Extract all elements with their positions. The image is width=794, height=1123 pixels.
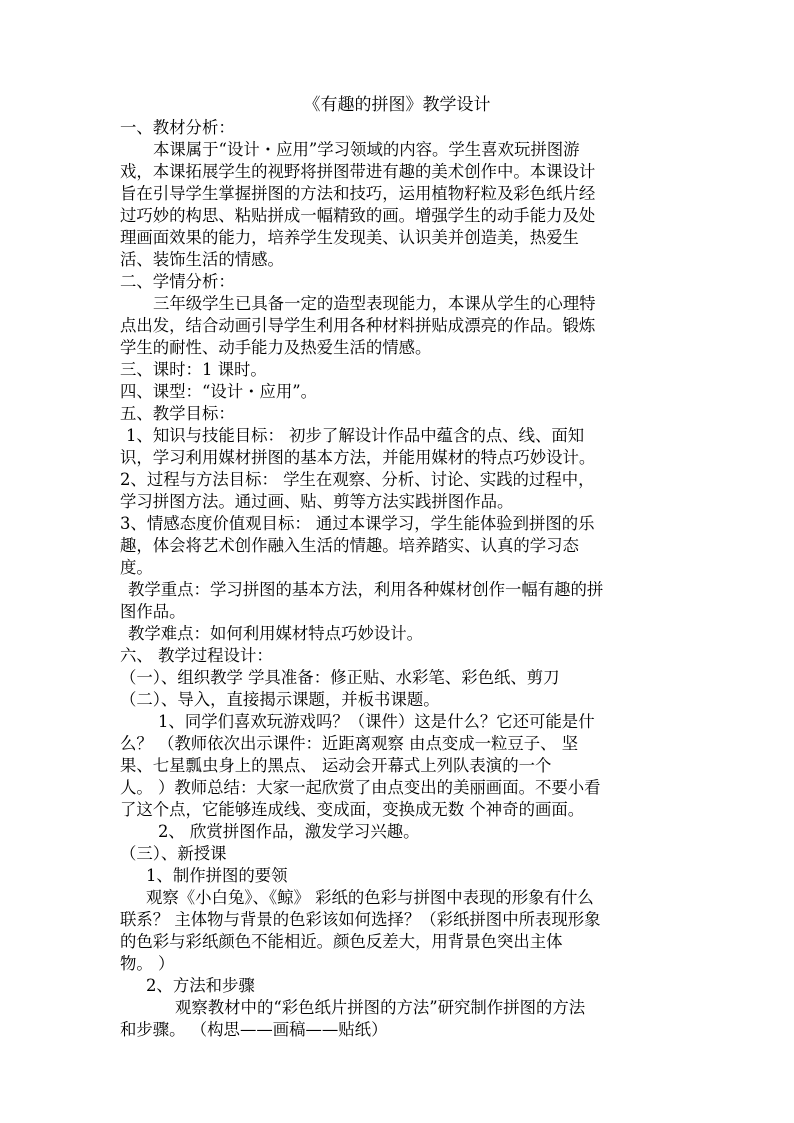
- paragraph-line: 图作品。: [120, 602, 186, 621]
- paragraph-line: 学生的耐性、动手能力及热爱生活的情感。: [120, 338, 432, 357]
- paragraph-line: 的色彩与彩纸颜色不能相近。颜色反差大，用背景色突出主体: [120, 932, 563, 951]
- paragraph-line: 学习拼图方法。通过画、贴、剪等方法实践拼图作品。: [120, 492, 514, 511]
- paragraph-line: 观察教材中的“彩色纸片拼图的方法”研究制作拼图的方法: [175, 998, 586, 1017]
- subheading-methods: 2、方法和步骤: [146, 976, 255, 995]
- paragraph-line: 过巧妙的构思、粘贴拼成一幅精致的画。增强学生的动手能力及处: [120, 206, 596, 225]
- paragraph-line: 1、同学们喜欢玩游戏吗？（课件）这是什么？它还可能是什: [158, 712, 595, 731]
- paragraph-line: 果、七星瓢虫身上的黑点、 运动会开幕式上列队表演的一个: [120, 756, 552, 775]
- heading-teaching-goals: 五、教学目标：: [120, 404, 235, 423]
- paragraph-line: 和步骤。 （构思——画稿——贴纸）: [120, 1020, 388, 1039]
- process-step-organize: （一）、组织教学 学具准备：修正贴、水彩笔、彩色纸、剪刀: [120, 668, 560, 687]
- heading-class-hours: 三、课时：1 课时。: [120, 360, 267, 379]
- paragraph-line: 识，学习利用媒材拼图的基本方法，并能用媒材的特点巧妙设计。: [120, 448, 596, 467]
- paragraph-line: 度。: [120, 558, 153, 577]
- paragraph-line: 旨在引导学生掌握拼图的方法和技巧，运用植物籽粒及彩色纸片经: [120, 184, 596, 203]
- teaching-key-point: 教学重点：学习拼图的基本方法，利用各种媒材创作一幅有趣的拼: [128, 580, 604, 599]
- paragraph-line: 活、装饰生活的情感。: [120, 250, 284, 269]
- heading-textbook-analysis: 一、教材分析：: [120, 118, 235, 137]
- subheading-essentials: 1、制作拼图的要领: [146, 866, 288, 885]
- paragraph-line: 理画面效果的能力，培养学生发现美、认识美并创造美，热爱生: [120, 228, 579, 247]
- paragraph-line: 么？ （教师依次出示课件：近距离观察 由点变成一粒豆子、 坚: [120, 734, 579, 753]
- paragraph-line: 了这个点，它能够连成线、变成面，变换成无数 个神奇的画面。: [120, 800, 585, 819]
- heading-teaching-process: 六、 教学过程设计：: [120, 646, 273, 665]
- paragraph-line: 点出发，结合动画引导学生利用各种材料拼贴成漂亮的作品。锻炼: [120, 316, 596, 335]
- goal-knowledge-line: 1、知识与技能目标： 初步了解设计作品中蕴含的点、线、面知: [126, 426, 585, 445]
- paragraph-line: 人。 ）教师总结：大家一起欣赏了由点变出的美丽画面。不要小看: [120, 778, 601, 797]
- paragraph-line: 三年级学生已具备一定的造型表现能力，本课从学生的心理特: [153, 294, 596, 313]
- paragraph-line: 观察《小白兔》、《鲸》 彩纸的色彩与拼图中表现的形象有什么: [146, 888, 594, 907]
- document-title: 《有趣的拼图》教学设计: [303, 95, 491, 115]
- paragraph-line: 2、 欣赏拼图作品，激发学习兴趣。: [158, 822, 420, 841]
- teaching-difficulty: 教学难点：如何利用媒材特点巧妙设计。: [128, 624, 424, 643]
- heading-class-type: 四、课型：“设计・应用”。: [120, 382, 318, 401]
- goal-process-line: 2、过程与方法目标： 学生在观察、分析、讨论、实践的过程中，: [120, 470, 595, 489]
- process-step-new-lesson: （三）、新授课: [120, 844, 227, 863]
- goal-attitude-line: 3、情感态度价值观目标： 通过本课学习，学生能体验到拼图的乐: [120, 514, 595, 533]
- heading-learner-analysis: 二、学情分析：: [120, 272, 235, 291]
- paragraph-line: 戏，本课拓展学生的视野将拼图带进有趣的美术创作中。本课设计: [120, 162, 596, 181]
- process-step-intro: （二）、导入，直接揭示课题，并板书课题。: [120, 690, 440, 709]
- paragraph-line: 联系？ 主体物与背景的色彩该如何选择？（彩纸拼图中所表现形象: [120, 910, 601, 929]
- paragraph-line: 物。 ）: [120, 954, 175, 973]
- paragraph-line: 趣，体会将艺术创作融入生活的情趣。培养踏实、认真的学习态: [120, 536, 579, 555]
- paragraph-line: 本课属于“设计・应用”学习领域的内容。学生喜欢玩拼图游: [153, 140, 580, 159]
